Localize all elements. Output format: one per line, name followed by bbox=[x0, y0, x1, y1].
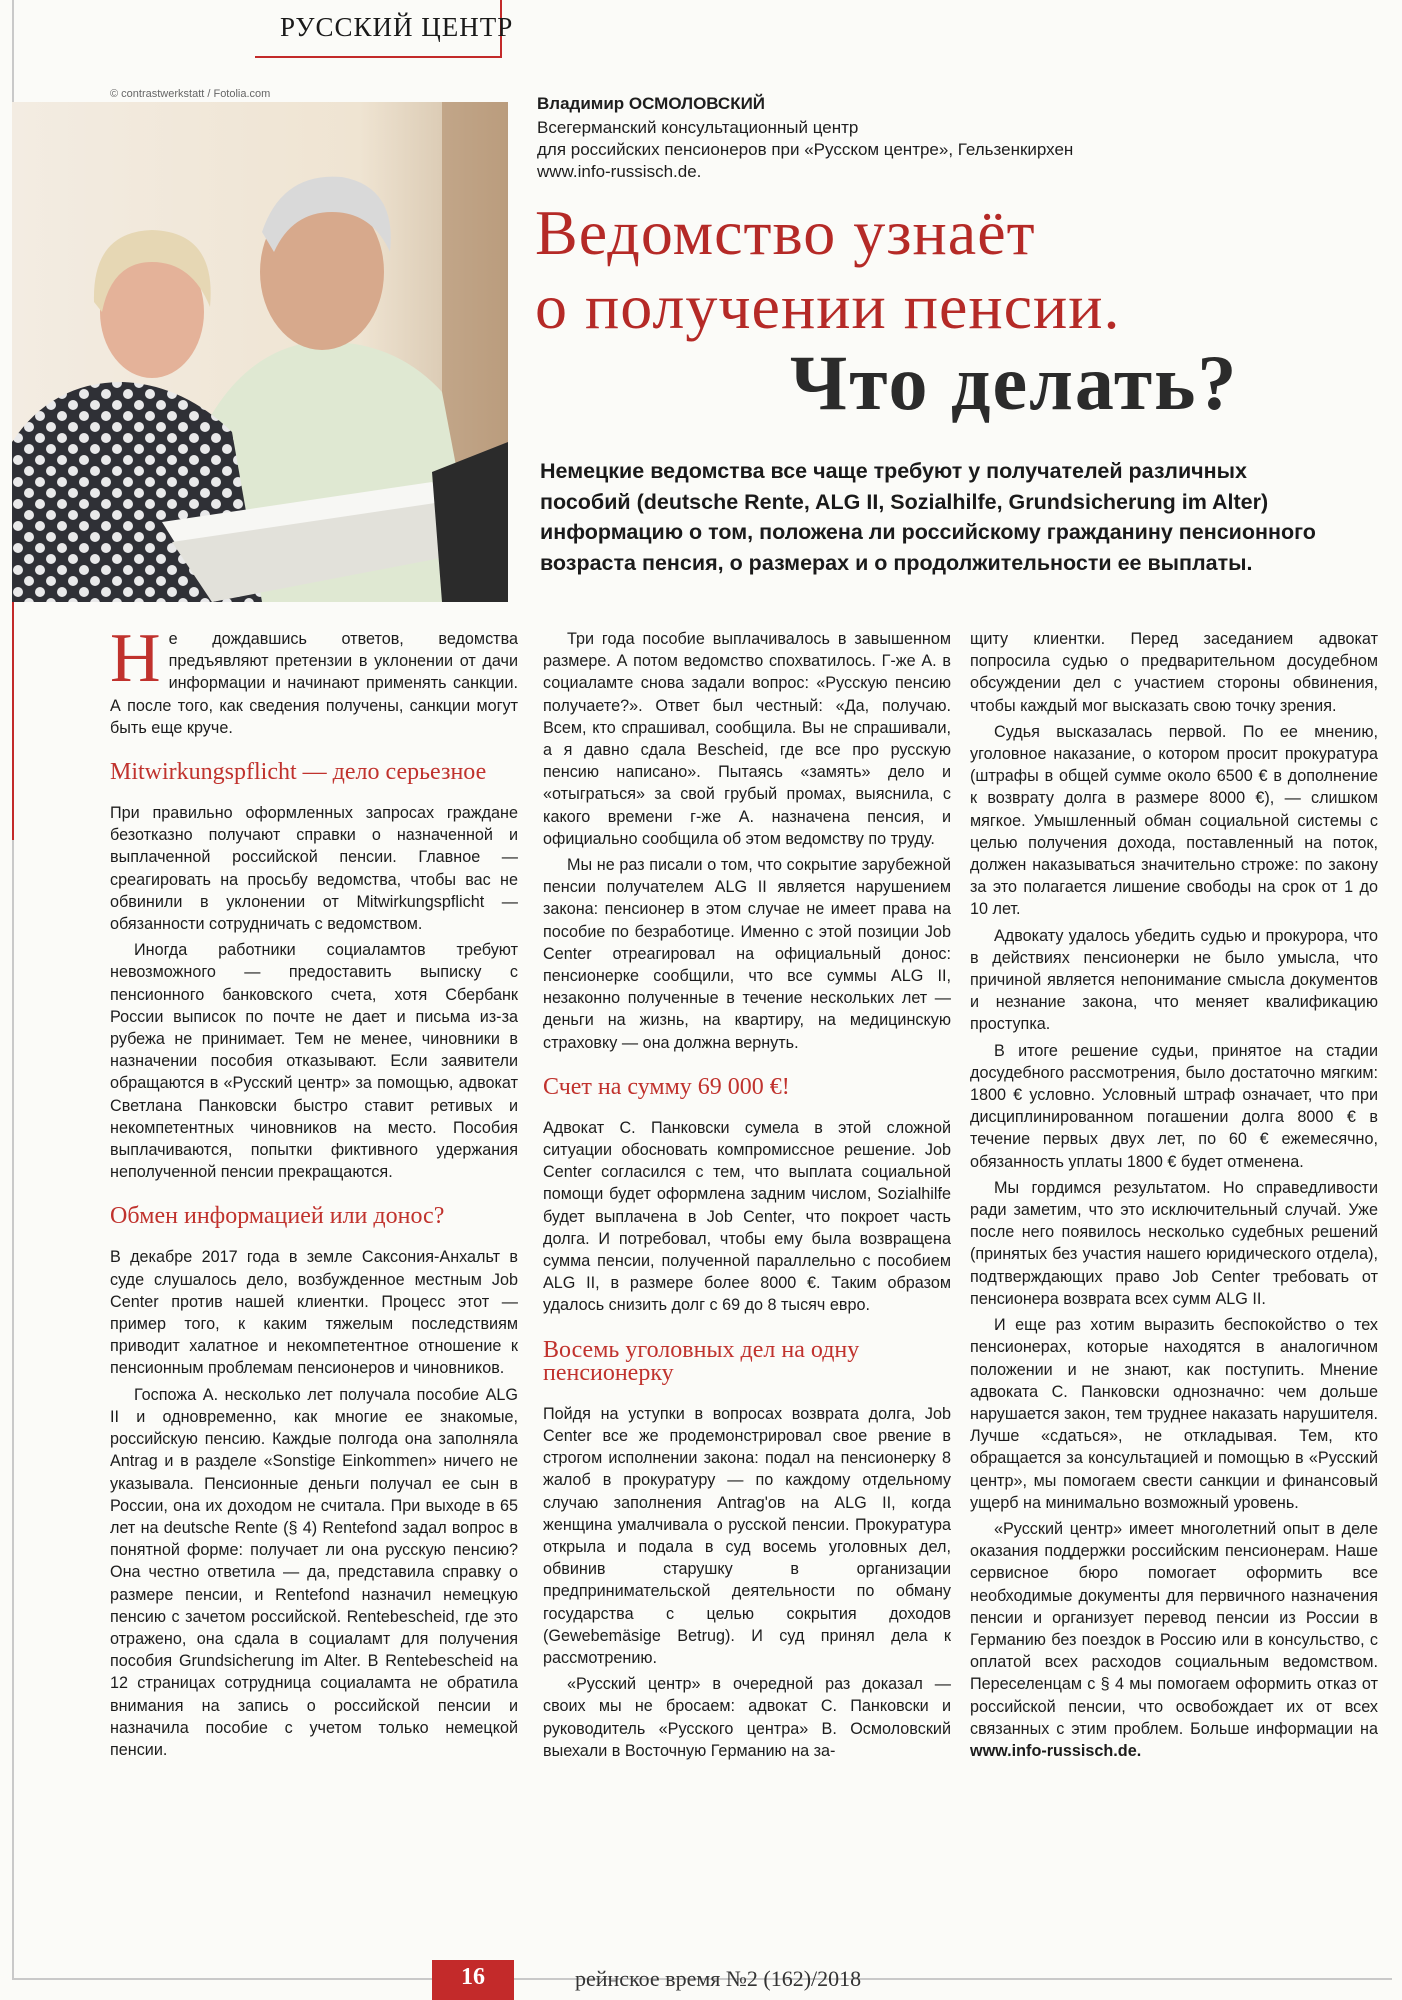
paragraph: В декабре 2017 года в земле Саксония-Анхальт в суде слушалось дело, возбужденное местным Job Center против нашей клиентки. Процесс этот — пример того, к каким тяжелым последствиям приводит халатное и некомпетентное отношение к пенсионным проблемам пенсионеров и чиновников. bbox=[110, 1248, 518, 1378]
paragraph: щиту клиентки. Перед заседанием адвокат попросила судью о предварительном досудебном обсуждении дел с участием стороны обвинения, чтобы каждый мог высказать свою точку зрения. bbox=[970, 630, 1378, 715]
paragraph: В итоге решение судьи, принятое на стадии досудебного рассмотрения, было достаточно мягким: 1800 € условно. Условный штраф означает, что при дисциплинированном погашении долга 8000 € в течение первых двух лет, по 60 € ежемесячно, обязанность уплаты 1800 € будет отменена. bbox=[970, 1041, 1378, 1171]
article-column-1 bbox=[110, 620, 518, 1765]
section-title: РУССКИЙ ЦЕНТР bbox=[280, 12, 514, 42]
drop-cap: Н bbox=[110, 620, 161, 697]
paragraph: При правильно оформленных запросах граждане безотказно получают справки о назначенной и выплаченной российской пенсии. Главное — среагировать на просьбу ведомства, чтобы вас не обвинили в уклонении от Mitwirkungspflicht — обязанности сотрудничать с ведомством. bbox=[110, 804, 518, 934]
paragraph: Судья высказалась первой. По ее мнению, уголовное наказание, о котором просит прокуратура (штрафы в общей сумме около 6500 € в дополнение к возврату долга в размере 8000 €), — слишком мягкое. Умышленный обман социальной системы с целью получения дохода, поставленный на поток, должен наказываться значительно строже: по закону за это полагается лишение свободы на срок от 1 до 10 лет. bbox=[970, 722, 1378, 919]
paragraph: Пойдя на уступки в вопросах возврата долга, Job Center все же продемонстрировал свое рвение в строгом исполнении закона: подал на пенсионерку 8 жалоб в прокуратуру — по каждому отдельному случаю заполнения Antrag'ов на ALG II, когда женщина умалчивала о русской пенсии. Прокуратура открыла и подала в суд восемь уголовных дел, обвинив старушку в организации предпринимательской деятельности по обману государства с целью сокрытия доходов (Gewebemäsige Betrug). И суд принял дела к рассмотрению. bbox=[543, 1404, 951, 1667]
left-rule-lower bbox=[12, 840, 14, 1980]
author-affiliation-1: Всегерманский консультационный центр bbox=[537, 118, 859, 137]
paragraph: Мы не раз писали о том, что сокрытие зарубежной пенсии получателем ALG II является нарушением закона: пенсионер в этом случае не имеет права на пособие по безработице. Именно с этой позиции Job Center отреагировал на официальный донос: пенсионерке сообщили, что все суммы ALG II, незаконно полученные в течение нескольких лет — деньги на жизнь, на квартиру, на медицинскую страховку — она должна вернуть. bbox=[543, 856, 951, 1052]
subheading: Mitwirkungspflicht — дело серьезное bbox=[110, 759, 487, 786]
author-affiliation-2: для российских пенсионеров при «Русском центре», Гельзенкирхен bbox=[537, 140, 1074, 159]
article-lead: Немецкие ведомства все чаще требуют у получателей различных пособий (deutsche Rente, ALG II, Sozialhilfe, Grundsicherung im Alter) информацию о том, положена ли российскому гражданину пенсионного возраста пенсия, о размерах и о продолжительности ее выплаты. bbox=[540, 459, 1316, 575]
headline-line-2: о получении пенсии. bbox=[535, 271, 1121, 342]
paragraph: Мы гордимся результатом. Но справедливости ради заметим, что это исключительный случай. Уже после него появилось несколько судебных решений (принятых без участия нашего юридического отдела), подтверждающих право Job Center требовать от пенсионера возврата всех сумм ALG II. bbox=[970, 1178, 1378, 1308]
paragraph: «Русский центр» в очередной раз доказал — своих мы не бросаем: адвокат С. Панковски и руководитель «Русского центра» В. Осмоловский выехали в Восточную Германию на за- bbox=[543, 1675, 951, 1760]
paragraph: Три года пособие выплачивалось в завышенном размере. А потом ведомство спохватилось. Г-же А. в социаламте снова задали вопрос: «Русскую пенсию получаете?». Ответ был честный: «Да, получаю. Всем, кто спрашивал, сообщила. Вы не спрашивали, а я давно сдала Bescheid, где все про русскую пенсию написано». Пытаясь «замять» дело и «отыграться» за свой грубый промах, выяснила, с какого времени г-же А. назначена пенсия, и официально сообщила об этом ведомству по труду. bbox=[543, 630, 951, 848]
website-link[interactable]: www.info-russisch.de. bbox=[970, 1741, 1142, 1760]
left-rule-accent bbox=[12, 600, 14, 840]
paragraph: Не дождавшись ответов, ведомства предъявляют претензии в уклонении от дачи информации и начинают применять санкции. А после того, как сведения получены, санкции могут быть еще круче. bbox=[110, 620, 518, 737]
paragraph: Адвокату удалось убедить судью и прокурора, что в действиях пенсионерки не было умысла, что причиной является непонимание смысла документов и незнание закона, что меняет квалификацию проступка. bbox=[970, 926, 1378, 1034]
couple-photo bbox=[12, 102, 508, 602]
photo-illustration bbox=[12, 102, 508, 602]
paragraph: И еще раз хотим выразить беспокойство о тех пенсионерах, которые находятся в аналогичном положении и не знают, как поступить. Мнение адвоката С. Панковски однозначно: чем дольше нарушается закон, тем труднее наказать нарушителя. Лучше «сдаться», не откладывая. Тем, кто обращается за консультацией и помощью в «Русский центр», мы помогаем свести санкции и финансовый ущерб на минимально возможный уровень. bbox=[970, 1316, 1378, 1512]
paragraph: Иногда работники социаламтов требуют невозможного — предоставить выписку с пенсионного банковского счета, хотя Сбербанк России выписок по почте не дает и письма из-за рубежа не принимает. Тем не менее, чиновники в назначении пособия отказывают. Если заявители обращаются в «Русский центр» за помощью, адвокат Светлана Панковски быстро ставит ретивых и некомпетентных чиновников на место. Пособия выплачиваются, попытки фиктивного удержания неполученной пенсии прекращаются. bbox=[110, 941, 518, 1182]
article-column-2 bbox=[543, 628, 951, 1766]
article-column-3 bbox=[970, 628, 1378, 1766]
subheading: Обмен информацией или донос? bbox=[110, 1203, 445, 1230]
photo-credit: © contrastwerkstatt / Fotolia.com bbox=[110, 88, 271, 100]
paragraph: Адвокат С. Панковски сумела в этой сложной ситуации обосновать компромиссное решение. Job Center согласился с тем, что выплата социальной помощи будет оформлена задним числом, Sozialhilfe будет выплачена в Job Center, что покроет часть долга. И потребовал, чтобы ему была возвращена сумма пенсии, полученной параллельно с пособием ALG II, в размере более 8000 €. Таким образом удалось снизить долг с 69 до 8 тысяч евро. bbox=[543, 1118, 951, 1315]
author-website: www.info-russisch.de. bbox=[537, 162, 702, 181]
subheading: Счет на сумму 69 000 €! bbox=[543, 1073, 790, 1100]
magazine-issue: рейнское время №2 (162)/2018 bbox=[575, 1966, 862, 1991]
author-name: Владимир ОСМОЛОВСКИЙ bbox=[537, 94, 766, 113]
page-number: 16 bbox=[461, 1964, 485, 1990]
subheading: Восемь уголовных дел на одну пенсионерку bbox=[543, 1336, 860, 1386]
paragraph: «Русский центр» имеет многолетний опыт в деле оказания поддержки российским пенсионерам. Наше сервисное бюро помогает оформить все необходимые документы для первичного назначения пенсии и организует перевод пенсии из России в Германию без поездок в Россию или в консульство, с оплатой всех расходов социальным ведомством. Переселенцам с § 4 мы помогаем оформить отказ от российской пенсии, что освобождает их от всех связанных с этим проблем. Больше информации на www.info-russisch.de. bbox=[970, 1519, 1378, 1760]
paragraph: Госпожа А. несколько лет получала пособие ALG II и одновременно, как многие ее знакомые, российскую пенсию. Каждые полгода она заполняла Antrag и в разделе «Sonstige Einkommen» ничего не указывала. Пенсионные деньги получал ее сын в России, она их доходом не считала. При выходе в 65 лет на deutsche Rente (§ 4) Rentefond задал вопрос в понятной форме: получает ли она русскую пенсию? Она честно ответила — да, представила справку о размере пенсии, и Rentefond назначил немецкую пенсию с зачетом российской. Rentebescheid, где это отражено, она сдала в социаламт для получения пособия Grundsicherung im Alter. В Rentebescheid на 12 страницах сотрудница социаламта не обратила внимания на запись о российской пенсии и назначила пособие с учетом только немецкой пенсии. bbox=[110, 1385, 518, 1759]
headline-line-3: Что делать? bbox=[790, 339, 1239, 426]
headline-line-1: Ведомство узнаёт bbox=[535, 197, 1036, 268]
